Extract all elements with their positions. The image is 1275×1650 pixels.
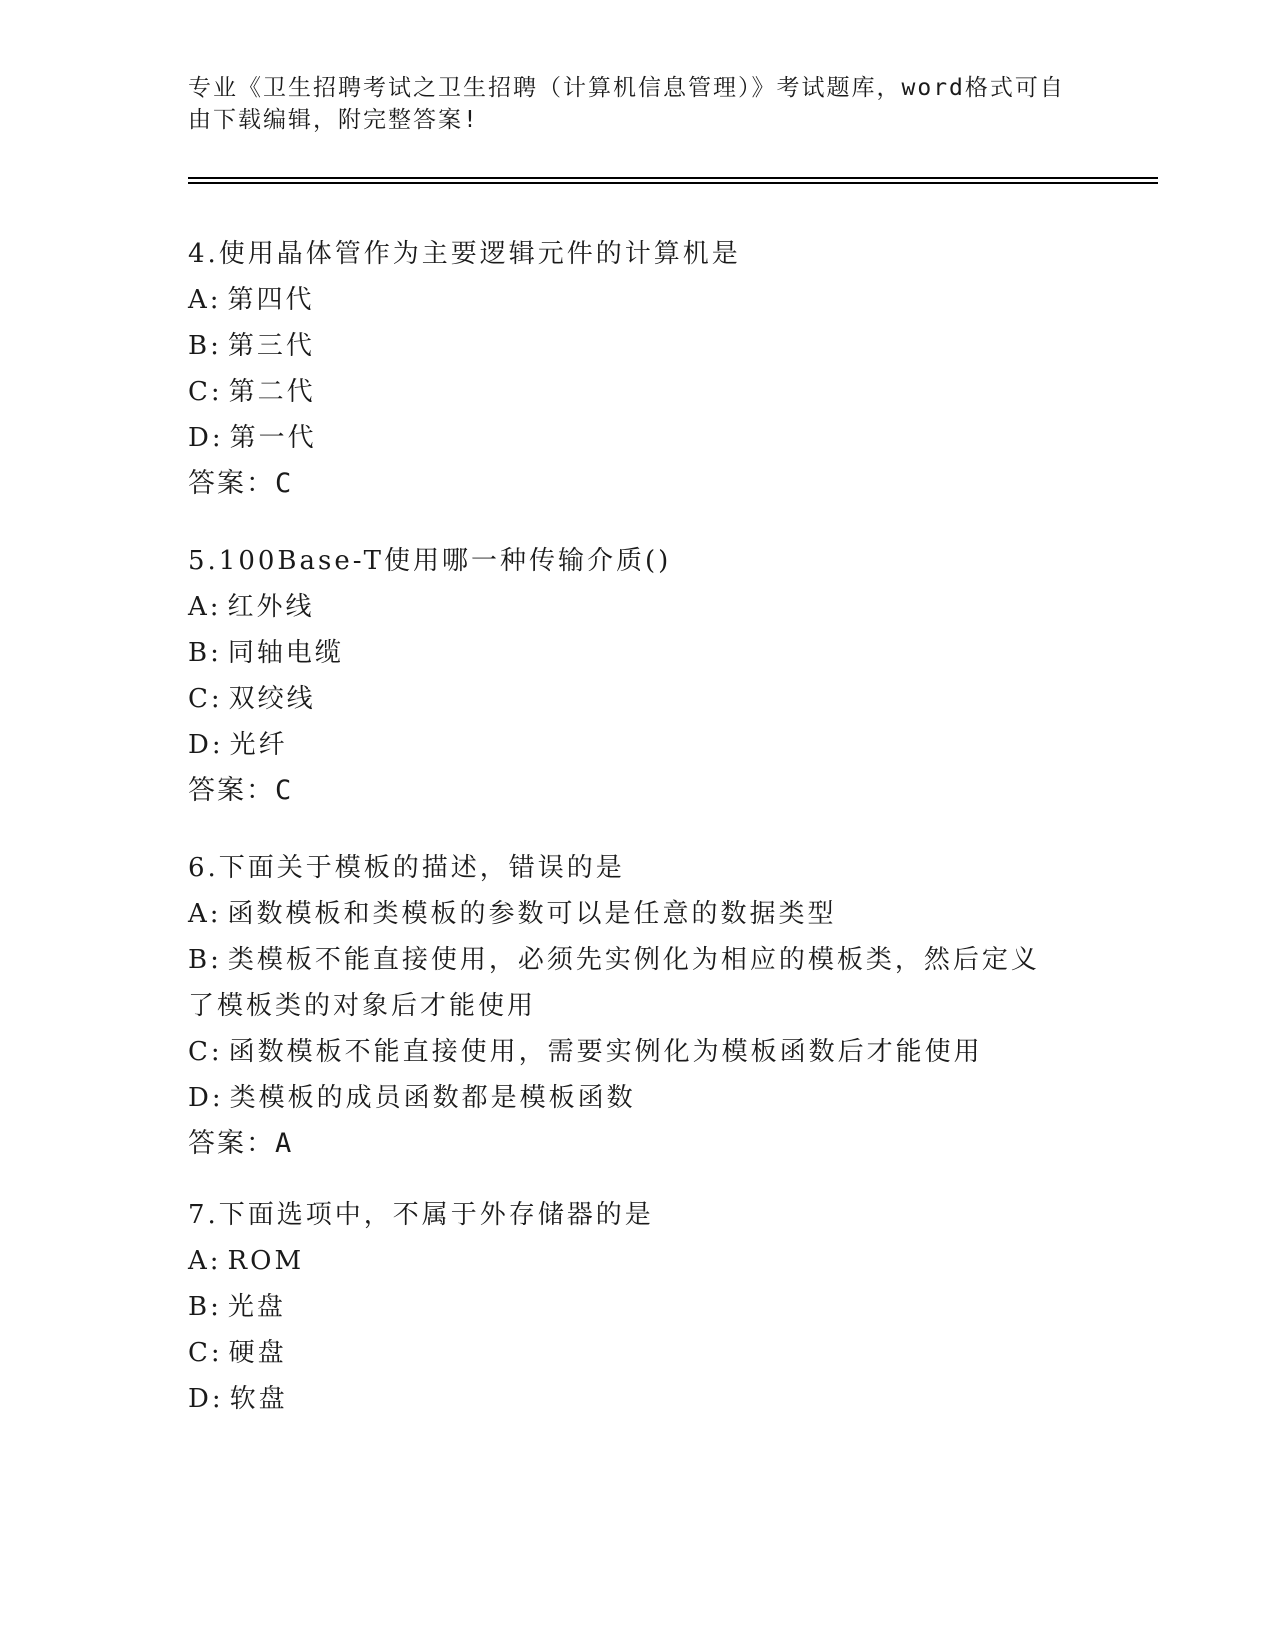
question-stem: 7.下面选项中，不属于外存储器的是 [188, 1200, 654, 1230]
question-block [188, 1192, 1088, 1422]
option-d: D: 第一代 [188, 423, 317, 453]
option-d: D: 类模板的成员函数都是模板函数 [188, 1083, 636, 1113]
header-rule-bottom [188, 182, 1158, 184]
option-letter: D [188, 423, 212, 453]
option-letter: B [188, 331, 211, 361]
option-text: 红外线 [227, 592, 315, 622]
answer-value: C [275, 775, 294, 806]
option-letter: A [188, 899, 210, 929]
option-a: A: 红外线 [188, 592, 315, 622]
option-b: B: 第三代 [188, 331, 315, 361]
answer-line [188, 461, 1088, 507]
option-c: C: 硬盘 [188, 1338, 287, 1368]
option-letter: C [188, 1338, 211, 1368]
question-stem: 4.使用晶体管作为主要逻辑元件的计算机是 [188, 239, 741, 269]
option-d: D: 软盘 [188, 1384, 288, 1414]
option-a: A: 函数模板和类模板的参数可以是任意的数据类型 [188, 899, 837, 929]
option-b: B: 同轴电缆 [188, 638, 344, 668]
question-block [188, 845, 1088, 1167]
option-letter: D [188, 1384, 212, 1414]
option-text: 软盘 [229, 1384, 288, 1414]
document-header [188, 72, 1068, 136]
option-letter: B [188, 638, 211, 668]
answer-line [188, 768, 1088, 814]
option-text: 函数模板不能直接使用，需要实例化为模板函数后才能使用 [228, 1037, 983, 1067]
answer-value: A [275, 1128, 294, 1159]
option-letter: D [188, 1083, 212, 1113]
option-text: 类模板的成员函数都是模板函数 [229, 1083, 636, 1113]
option-text: 硬盘 [228, 1338, 287, 1368]
option-letter: D [188, 730, 212, 760]
answer-label: 答案： [188, 1128, 275, 1159]
answer-label: 答案： [188, 775, 275, 806]
question-stem: 5.100Base-T使用哪一种传输介质() [188, 546, 672, 576]
option-letter: A [188, 592, 210, 622]
option-d: D: 光纤 [188, 730, 288, 760]
option-c: C: 函数模板不能直接使用，需要实例化为模板函数后才能使用 [188, 1037, 983, 1067]
option-text: 第一代 [229, 423, 317, 453]
header-rule-top [188, 177, 1158, 179]
option-text: 同轴电缆 [227, 638, 344, 668]
option-a: A: ROM [188, 1246, 305, 1276]
option-c: C: 第二代 [188, 377, 316, 407]
option-letter: C [188, 684, 211, 714]
option-letter: A [188, 1246, 210, 1276]
answer-line [188, 1121, 1088, 1167]
answer-value: C [275, 468, 294, 499]
option-letter: C [188, 1037, 211, 1067]
option-letter: C [188, 377, 211, 407]
option-letter: B [188, 945, 211, 975]
option-text: 光纤 [229, 730, 288, 760]
option-text: 类模板不能直接使用，必须先实例化为相应的模板类，然后定义了模板类的对象后才能使用 [188, 945, 1040, 1021]
option-a: A: 第四代 [188, 285, 315, 315]
option-text: 第二代 [228, 377, 316, 407]
question-block [188, 231, 1088, 507]
option-text: 光盘 [227, 1292, 286, 1322]
question-block [188, 538, 1088, 814]
header-line-1: 专业《卫生招聘考试之卫生招聘（计算机信息管理）》考试题库，word格式可自 [188, 75, 1065, 101]
option-b: B: 光盘 [188, 1292, 286, 1322]
option-text: ROM [227, 1246, 305, 1276]
option-text: 函数模板和类模板的参数可以是任意的数据类型 [227, 899, 837, 929]
header-line-2: 由下载编辑，附完整答案! [188, 107, 479, 133]
option-letter: A [188, 285, 210, 315]
option-text: 第三代 [227, 331, 315, 361]
option-text: 双绞线 [228, 684, 316, 714]
answer-label: 答案： [188, 468, 275, 499]
option-b: B: 类模板不能直接使用，必须先实例化为相应的模板类，然后定义了模板类的对象后才能使用 [188, 945, 1040, 1021]
option-letter: B [188, 1292, 211, 1322]
question-stem: 6.下面关于模板的描述，错误的是 [188, 853, 625, 883]
option-c: C: 双绞线 [188, 684, 316, 714]
option-text: 第四代 [227, 285, 315, 315]
